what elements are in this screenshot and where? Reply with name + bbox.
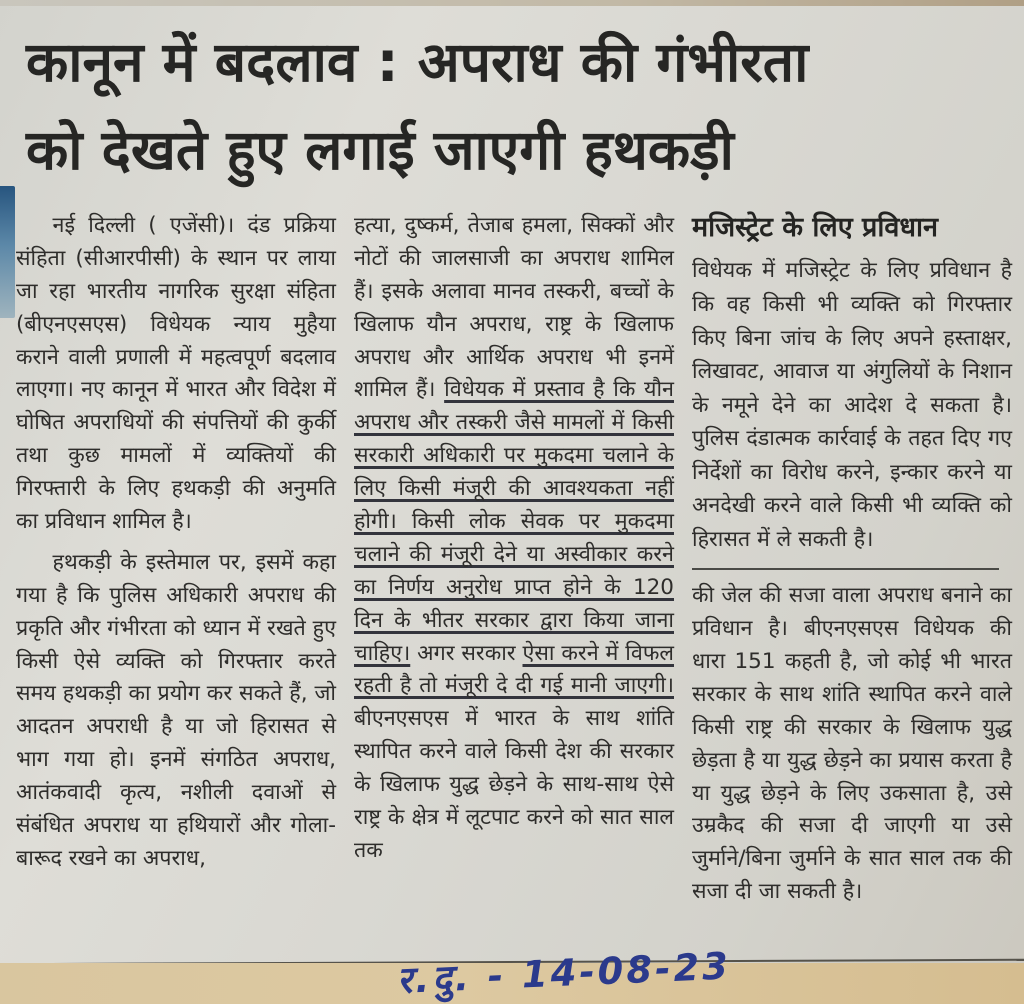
subheading-magistrate-provision: मजिस्ट्रेट के लिए प्रविधान [692,212,939,243]
paragraph-offence-list [354,210,674,868]
paper-top-edge [0,0,1024,6]
paragraph-dateline: नई दिल्ली ( एजेंसी)। दंड प्रक्रिया संहिता (सीआरपीसी) के स्थान पर लाया जा रहा भारतीय नागरिक सुरक्षा संहिता (बीएनएसएस) विधेयक न्याय मुहैया कराने वाली प्रणाली में महत्वपूर्ण बदलाव लाएगा। नए कानून में भारत और विदेश में घोषित अपराधियों की संपत्तियों की कुर्की तथा कुछ मामलों में व्यक्तियों की गिरफ्तारी के लिए हथकड़ी की अनुमति का प्रविधान शामिल है। [16,213,336,535]
headline-line-2: को देखते हुए लगाई जाएगी हथकड़ी [26,118,734,182]
headline-line-1: कानून में बदलाव : अपराध की गंभीरता [26,30,809,94]
text-segment: बीएनएसएस में भारत के साथ शांति स्थापित करने वाले किसी देश की सरकार के खिलाफ युद्ध छेड़ने के साथ-साथ ऐसे राष्ट्र के क्षेत्र में लूटपाट करने को सात साल तक [354,706,674,863]
article-column-1 [16,210,336,917]
article-column-3 [692,210,1012,917]
handwritten-date-note: र.दु. - 14-08-23 [396,944,732,1003]
article-body [16,210,1012,917]
text-segment: अगर सरकार [410,640,523,666]
pen-underlined-text: ऐसा करने में विफल रहती है तो मंजूरी दे दी गई मानी जाएगी। [354,640,674,699]
article-column-2 [354,210,674,917]
article-headline [26,18,1004,194]
adjacent-photo-fragment [0,186,15,318]
pen-underlined-text: विधेयक में प्रस्ताव है कि यौन अपराध और तस्करी जैसे मामलों में किसी सरकारी अधिकारी पर मुकदमा चलाने के लिए किसी मंजूरी की आवश्यकता नहीं होगी। किसी लोक सेवक पर मुकदमा चलाने की मंजूरी देने या अस्वीकार करने का निर्णय अनुरोध प्राप्त होने के 120 दिन के भीतर सरकार द्वारा किया जाना चाहिए। [354,377,674,666]
text-segment: हत्या, दुष्कर्म, तेजाब हमला, सिक्कों और नोटों की जालसाजी का अपराध शामिल हैं। इसके अलावा मानव तस्करी, बच्चों के खिलाफ यौन अपराध, राष्ट्र के खिलाफ अपराध और आर्थिक अपराध भी इनमें शामिल हैं। [354,213,674,403]
paragraph-handcuff-rules: हथकड़ी के इस्तेमाल पर, इसमें कहा गया है कि पुलिस अधिकारी अपराध की प्रकृति और गंभीरता को ध्यान में रखते हुए किसी ऐसे व्यक्ति को गिरफ्तार करते समय हथकड़ी का प्रयोग कर सकते हैं, जो आदतन अपराधी है या जो हिरासत से भाग गया हो। इनमें संगठित अपराध, आतंकवादी कृत्य, नशीली दवाओं से संबंधित अपराध या हथियारों और गोला-बारूद रखने का अपराध, [16,549,336,871]
paragraph-section-151: की जेल की सजा वाला अपराध बनाने का प्रविधान है। बीएनएसएस विधेयक की धारा 151 कहती है, जो कोई भी भारत सरकार के साथ शांति स्थापित करने वाले किसी राष्ट्र की सरकार के खिलाफ युद्ध छेड़ता है या युद्ध छेड़ने का प्रयास करता है या युद्ध छेड़ने के लिए उकसाता है, उसे उम्रकैद की सजा दी जाएगी या उसे जुर्माने/बिना जुर्माने के सात साल तक की सजा दी जा सकती है। [692,583,1012,905]
paragraph-magistrate: विधेयक में मजिस्ट्रेट के लिए प्रविधान है कि वह किसी भी व्यक्ति को गिरफ्तार किए बिना जांच के लिए अपने हस्ताक्षर, लिखावट, आवाज या अंगुलियों के निशान के नमूने देने का आदेश दे सकता है। पुलिस दंडात्मक कार्रवाई के तहत दिए गए निर्देशों का विरोध करने, इन्कार करने या अनदेखी करने वाले किसी भी व्यक्ति को हिरासत में ले सकती है। [692,258,1012,552]
section-divider-line [692,568,999,570]
